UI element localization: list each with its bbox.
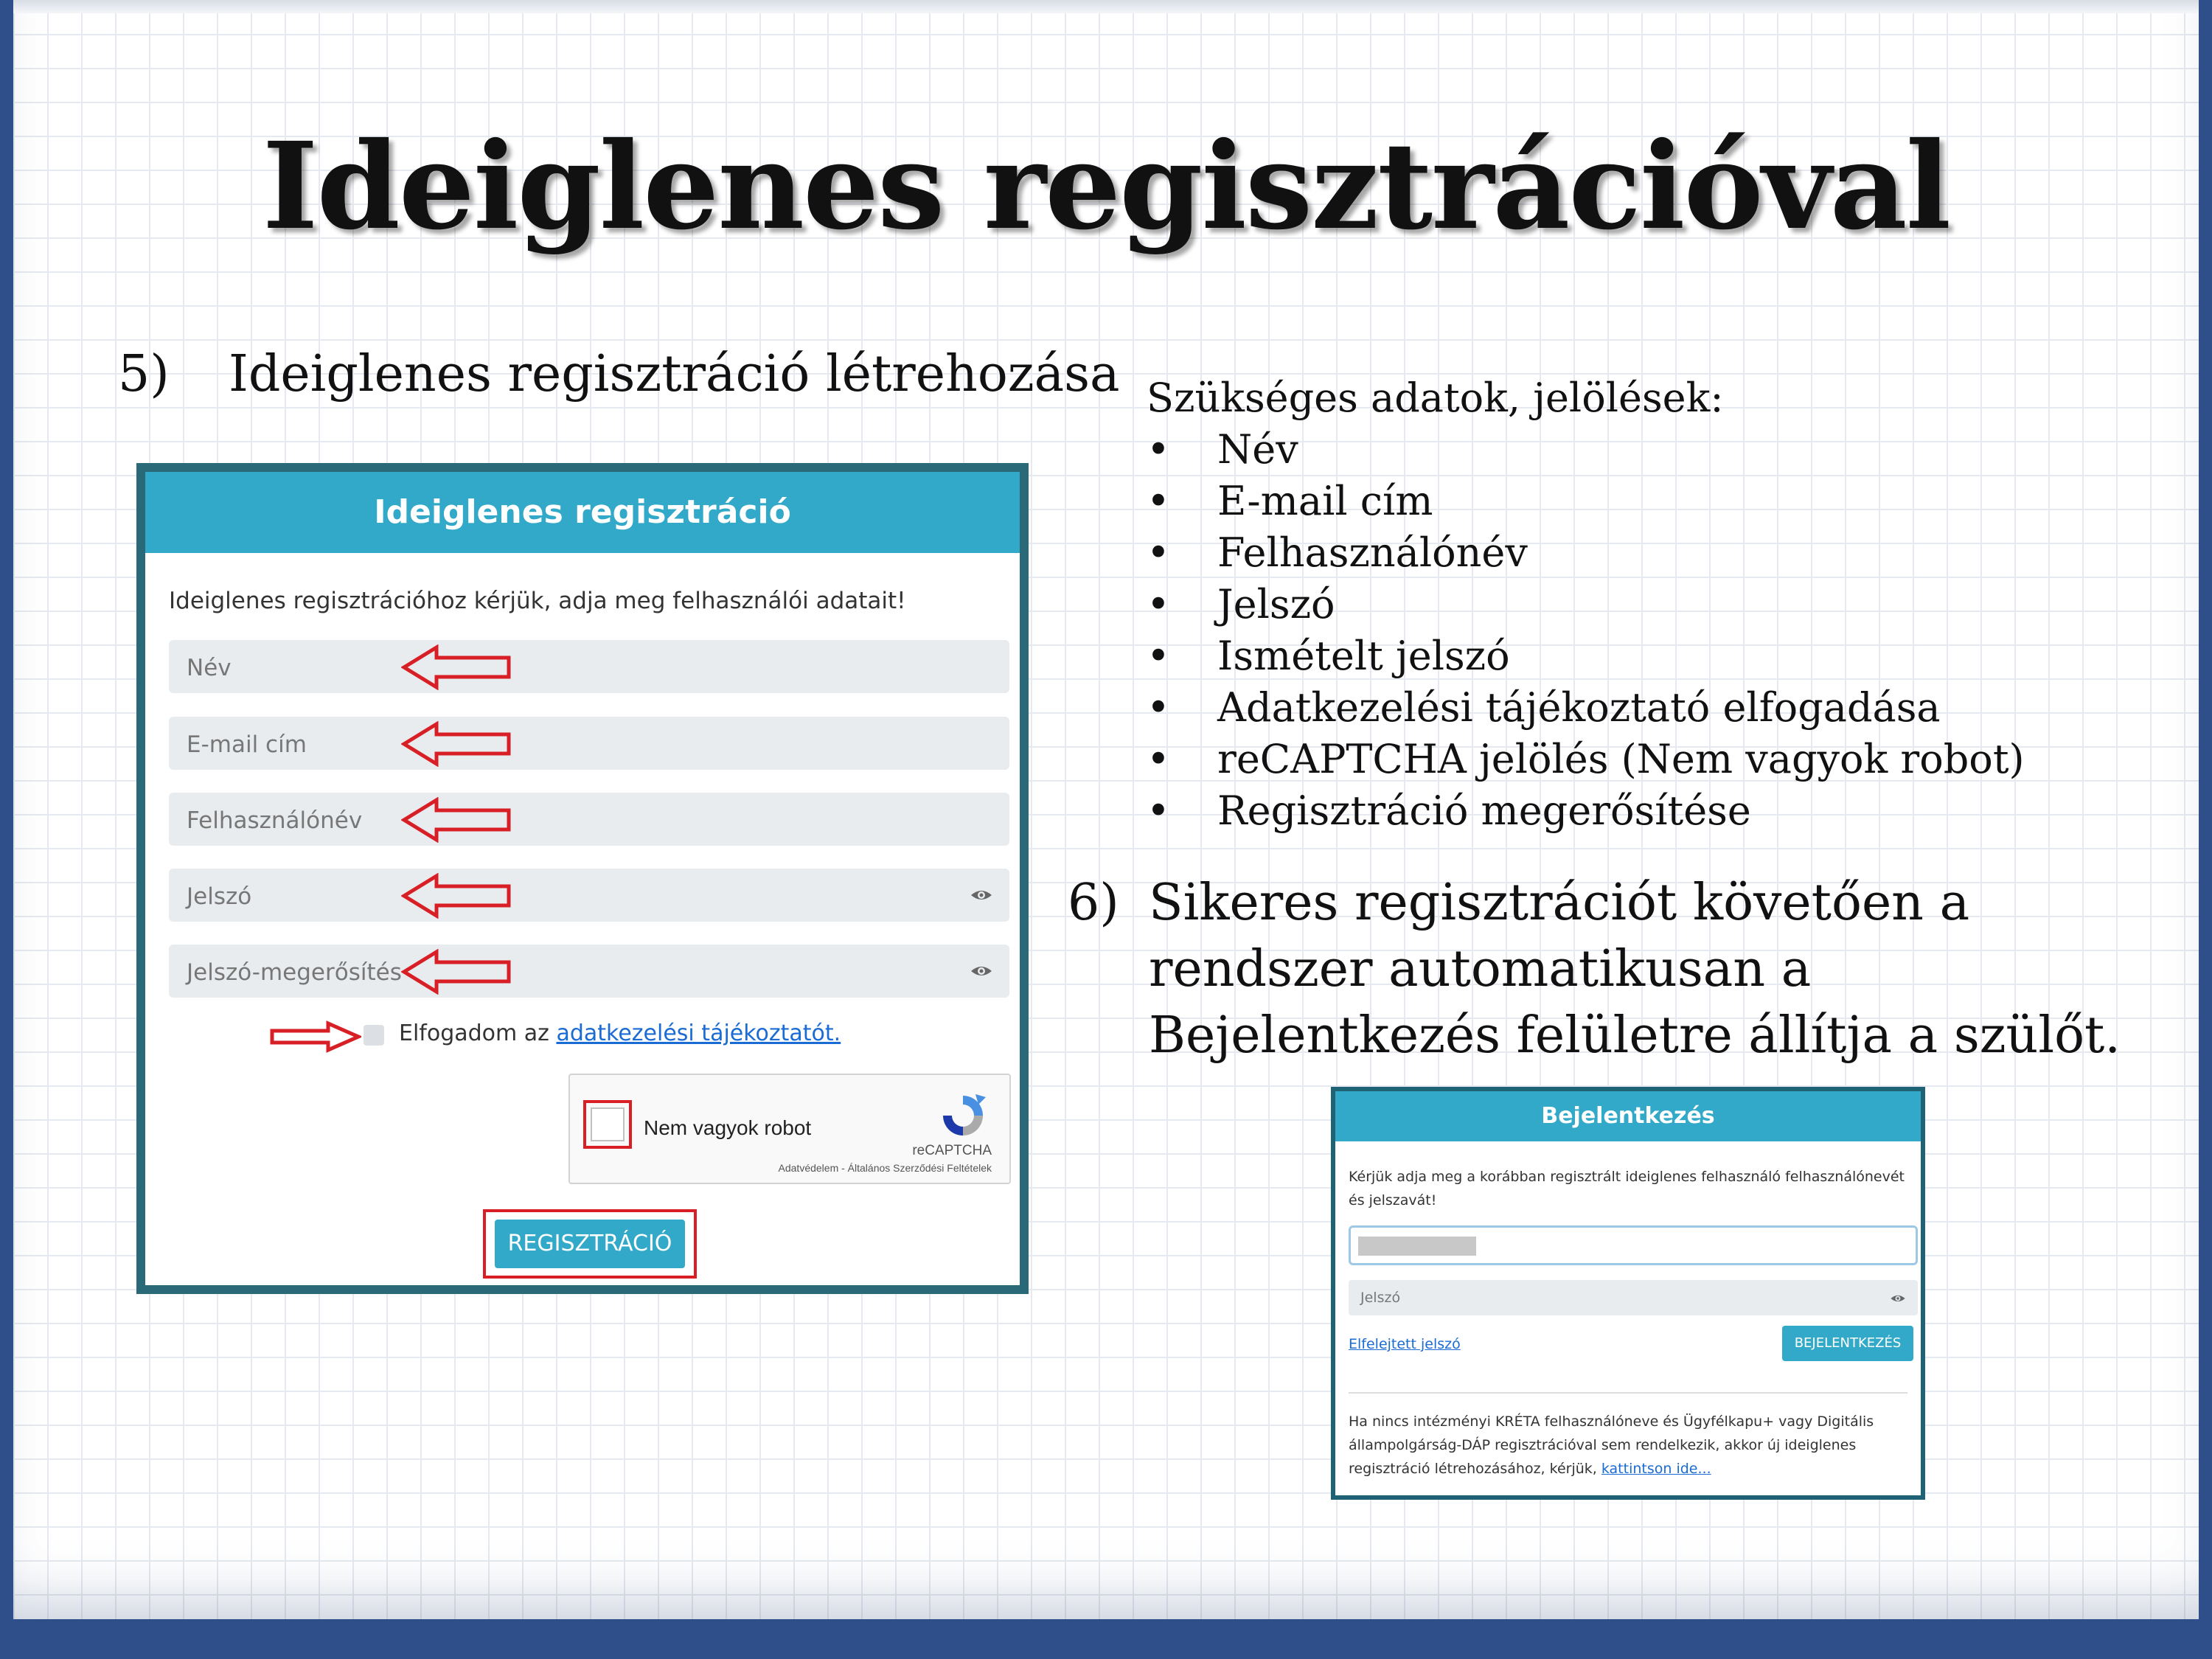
required-data-heading: Szükséges adatok, jelölések: [1147,375,1724,421]
list-item [1147,785,2025,837]
bullet-icon: • [1147,736,1170,782]
accept-label [399,1020,841,1046]
arrow-left-icon [401,873,512,919]
step-5-heading [118,345,1120,403]
recaptcha-label: Nem vagyok robot [644,1116,812,1139]
password-confirm-placeholder: Jelszó-megerősítés [187,959,402,986]
list-item-text: Név [1217,426,1298,473]
step-5-number: 5) [118,345,170,403]
list-item-text: Adatkezelési tájékoztató elfogadása [1217,684,1941,731]
accept-text: Elfogadom az [399,1020,549,1046]
name-input[interactable] [169,640,1009,693]
name-placeholder: Név [187,655,232,681]
list-item-text: Jelszó [1217,581,1335,627]
list-item-text: Ismételt jelszó [1217,633,1510,679]
list-item [1147,682,2025,734]
password-placeholder: Jelszó [187,883,252,910]
list-item-text: reCAPTCHA jelölés (Nem vagyok robot) [1217,736,2025,782]
arrow-left-icon [401,644,512,690]
register-button[interactable]: REGISZTRÁCIÓ [495,1220,685,1268]
login-button[interactable]: BEJELENTKEZÉS [1782,1326,1913,1361]
bullet-icon: • [1147,426,1170,473]
list-item-text: E-mail cím [1217,478,1433,524]
email-placeholder: E-mail cím [187,731,307,758]
registration-form-panel [136,463,1029,1294]
password-input[interactable] [169,869,1009,922]
arrow-left-icon [401,949,512,995]
register-button-highlight [483,1209,697,1279]
list-item [1147,424,2025,476]
arrow-right-icon [269,1020,361,1053]
step-5-text: Ideiglenes regisztráció létrehozása [229,345,1120,403]
step-6-number: 6) [1068,874,1119,932]
login-username-input[interactable] [1349,1225,1918,1265]
eye-icon[interactable] [970,959,993,983]
slide-top-border [13,0,2199,13]
bullet-icon: • [1147,684,1170,731]
login-note-text: Ha nincs intézményi KRÉTA felhasználóneve és Ügyfélkapu+ vagy Digitális állampolgárság-DÁP regisztrációval sem rendelkezik, akkor új ideiglenes regisztráció létrehozásához, kérjük, [1349,1413,1874,1477]
bullet-icon: • [1147,529,1170,576]
login-note [1349,1410,1909,1481]
password-confirm-input[interactable] [169,945,1009,998]
click-here-link[interactable]: kattintson ide... [1601,1461,1711,1477]
arrow-left-icon [401,721,512,767]
list-item [1147,734,2025,785]
bullet-icon: • [1147,633,1170,679]
redacted-username [1358,1237,1476,1256]
list-item [1147,527,2025,579]
list-item [1147,579,2025,630]
eye-icon[interactable] [970,883,993,907]
recaptcha-widget [568,1074,1011,1184]
accept-checkbox[interactable] [364,1025,384,1046]
registration-form-title: Ideiglenes regisztráció [145,472,1020,553]
eye-icon[interactable] [1890,1290,1906,1307]
login-password-input[interactable] [1349,1280,1918,1315]
registration-intro: Ideiglenes regisztrációhoz kérjük, adja meg felhasználói adatait! [169,588,906,614]
privacy-policy-link[interactable]: adatkezelési tájékoztatót. [556,1020,841,1046]
email-input[interactable] [169,717,1009,770]
username-input[interactable] [169,793,1009,846]
list-item-text: Regisztráció megerősítése [1217,787,1751,834]
bullet-icon: • [1147,478,1170,524]
divider [1349,1392,1907,1394]
list-item [1147,476,2025,527]
recaptcha-checkbox[interactable] [591,1107,625,1141]
username-placeholder: Felhasználónév [187,807,363,834]
recaptcha-brand: reCAPTCHA [912,1143,992,1158]
list-item [1147,630,2025,682]
recaptcha-highlight [583,1100,632,1149]
step-6-text: Sikeres regisztrációt követően a rendszer automatikusan a Bejelentkezés felületre állítja a szülőt. [1149,874,2121,1065]
required-data-list [1147,372,2025,837]
forgot-password-link[interactable]: Elfelejtett jelszó [1349,1336,1461,1352]
login-intro: Kérjük adja meg a korábban regisztrált ideiglenes felhasználó felhasználónevét és jelszavát! [1349,1169,1905,1208]
login-title: Bejelentkezés [1335,1091,1921,1141]
arrow-left-icon [401,797,512,843]
login-panel [1331,1087,1925,1500]
list-item-text: Felhasználónév [1217,529,1528,576]
bullet-icon: • [1147,581,1170,627]
login-password-placeholder: Jelszó [1360,1290,1401,1306]
recaptcha-terms-link[interactable]: Adatvédelem - Általános Szerződési Feltételek [778,1162,992,1174]
bullet-icon: • [1147,787,1170,834]
recaptcha-logo-icon [937,1090,989,1141]
slide-title: Ideiglenes regisztrációval [262,116,1950,257]
